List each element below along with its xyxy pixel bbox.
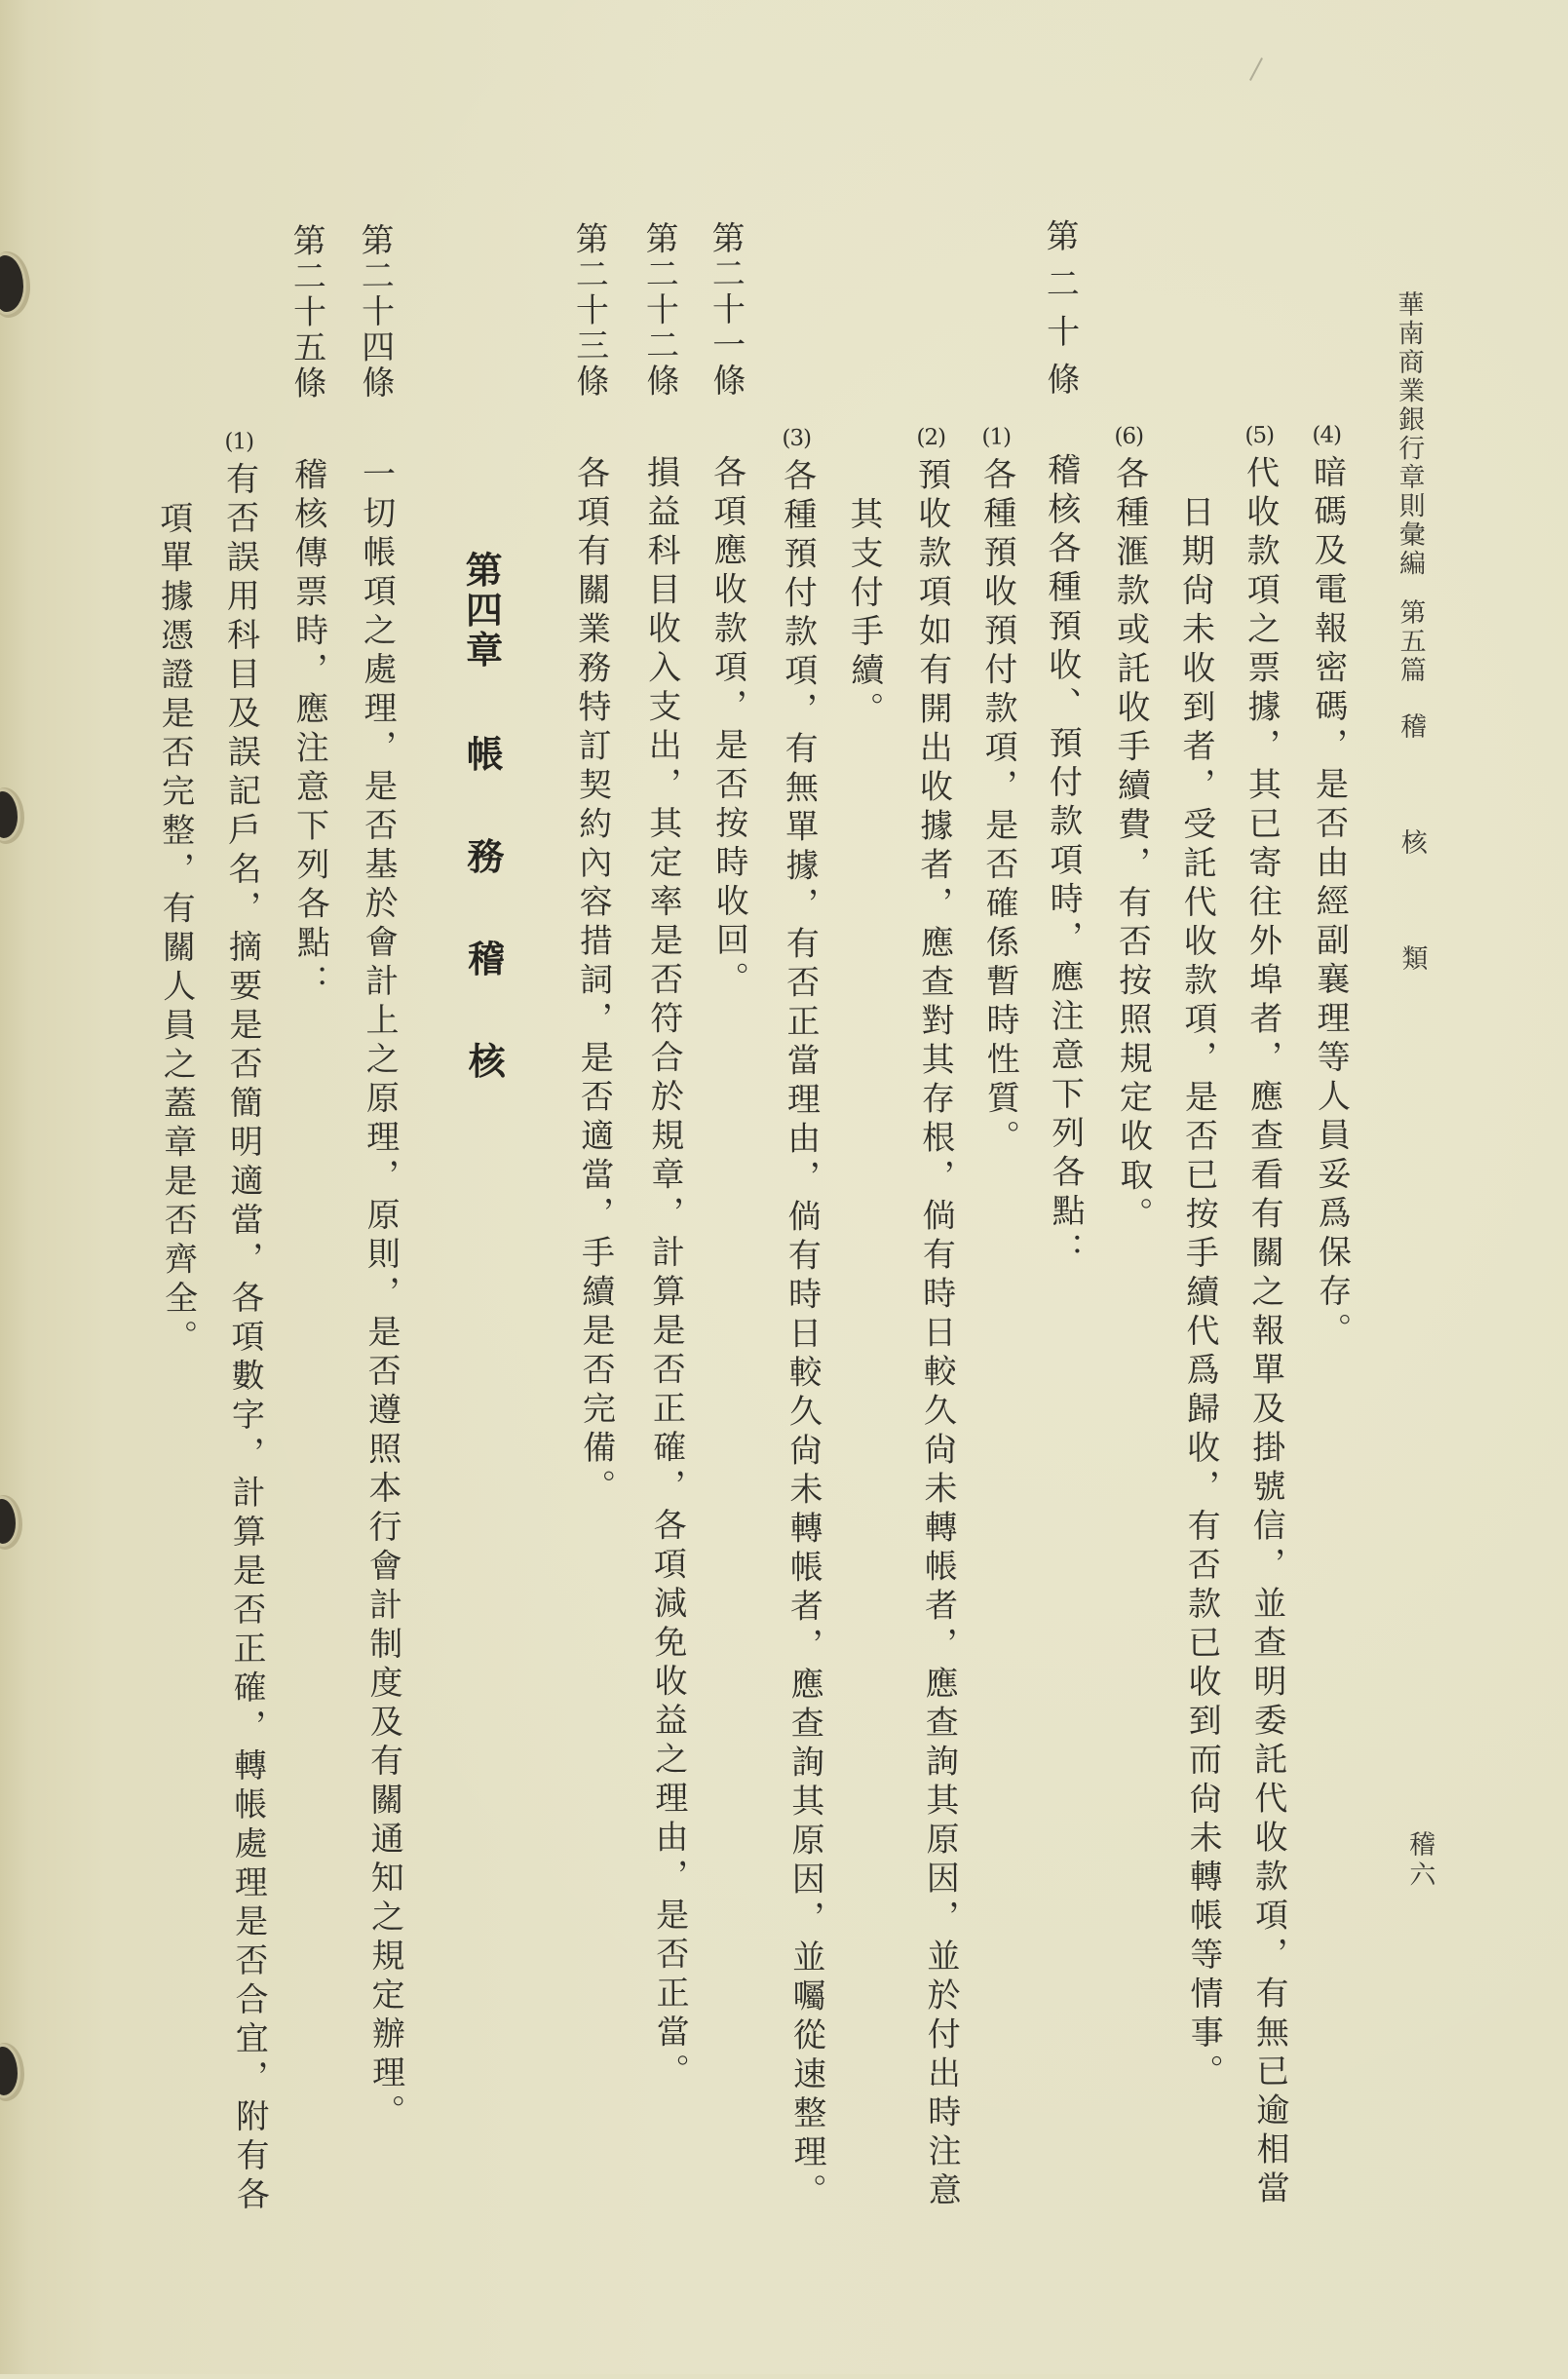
article-number: 第二十三條 bbox=[568, 221, 610, 400]
item-marker: (6) bbox=[1114, 423, 1144, 449]
article-number: 第二十五條 bbox=[286, 222, 327, 402]
article-text: 稽核傳票時，應注意下列各點： bbox=[287, 456, 330, 1004]
item-text: 各種預付款項，有無單據，有否正當理由，倘有時日較久尙未轉帳者，應查詢其原因，並囑從速整理。 bbox=[777, 457, 827, 2212]
item-marker: (4) bbox=[1312, 422, 1342, 448]
item-text-continued: 日期尙未收到者，受託代收款項，是否已按手續代爲歸收，有否款已收到而尙未轉帳等情事。 bbox=[1174, 494, 1224, 2093]
book-title: 華南商業銀行章則彙編 bbox=[1393, 289, 1426, 579]
article-text: 一切帳項之處理，是否基於會計上之原理，原則，是否遵照本行會計制度及有關通知之規定辦理。 bbox=[356, 456, 405, 2133]
chapter-number: 第四章 bbox=[458, 550, 504, 671]
article-text: 損益科目收入支出，其定率是否符合於規章，計算是否正確，各項減免收益之理由，是否正當。 bbox=[640, 454, 690, 2092]
item-text: 暗碼及電報密碼，是否由經副襄理等人員妥爲保存。 bbox=[1307, 454, 1353, 1352]
item-text: 預收款項如有開出收據者，應查對其存根，倘有時日較久尙未轉帳者，應查詢其原因，並於付出時注意 bbox=[911, 456, 962, 2212]
article-number: 第二十四條 bbox=[354, 222, 396, 402]
item-marker: (3) bbox=[782, 425, 812, 451]
item-marker: (1) bbox=[981, 424, 1012, 450]
article-text: 各項應收款項，是否按時收回。 bbox=[707, 454, 749, 1001]
item-marker: (1) bbox=[224, 429, 254, 455]
article-text: 稽核各種預收、預付款項時，應注意下列各點： bbox=[1041, 452, 1086, 1272]
category-label: 稽核類 bbox=[1396, 711, 1429, 1061]
article-text: 各項有關業務特訂契約內容措詞，是否適當，手續是否完備。 bbox=[570, 455, 616, 1509]
article-number: 第二十條 bbox=[1039, 218, 1081, 410]
item-text: 各種預收預付款項，是否確係暫時性質。 bbox=[976, 456, 1020, 1159]
page-number: 稽六 bbox=[1404, 1829, 1435, 1892]
article-number: 第二十一條 bbox=[705, 220, 746, 399]
item-text: 各種滙款或託收手續費，有否按照規定收取。 bbox=[1109, 455, 1154, 1236]
item-marker: (2) bbox=[916, 424, 946, 451]
item-marker: (5) bbox=[1244, 422, 1275, 449]
article-number: 第二十二條 bbox=[638, 220, 680, 400]
item-text: 代收款項之票據，其已寄往外埠者，應查看有關之報單及掛號信，並查明委託代收款項，有無已逾相當 bbox=[1240, 454, 1290, 2210]
part-label: 第五篇 bbox=[1395, 597, 1426, 685]
chapter-title: 帳務稽核 bbox=[460, 734, 507, 1144]
item-text-continued: 項單據憑證是否完整，有關人員之蓋章是否齊全。 bbox=[153, 500, 199, 1359]
item-text: 有否誤用科目及誤記戶名，摘要是否簡明適當，各項數字，計算是否正確，轉帳處理是否合宜，附有各 bbox=[219, 461, 270, 2216]
item-text-continued: 其支付手續。 bbox=[843, 496, 885, 731]
